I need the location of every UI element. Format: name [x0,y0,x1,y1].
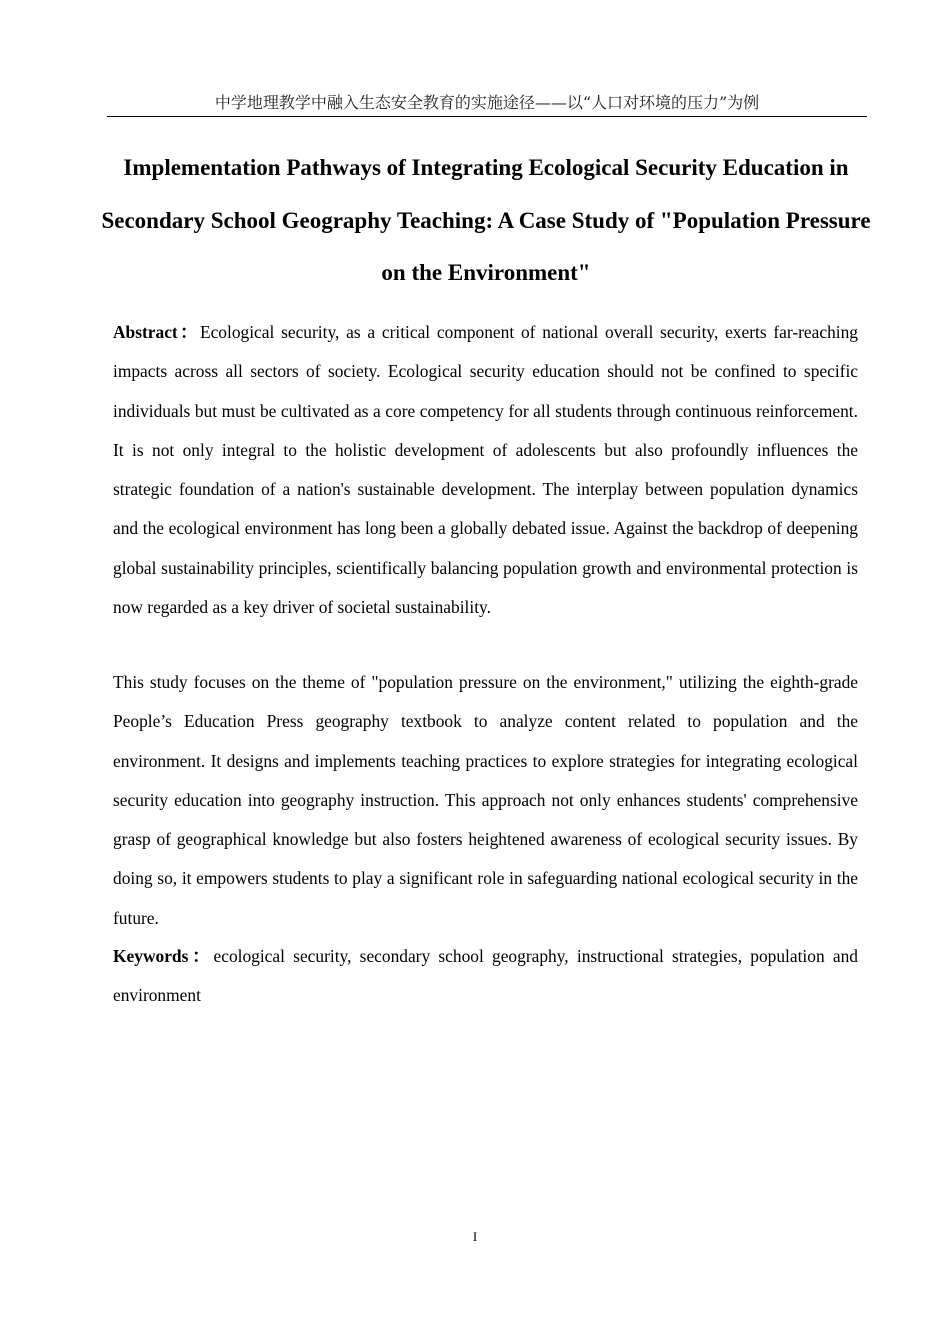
keywords-text: ecological security, secondary school geography, instructional strategies, population and environment [113,946,858,1006]
keywords-label: Keywords： [113,946,214,966]
abstract-paragraph [113,313,858,627]
abstract-text: Ecological security, as a critical component of national overall security, exerts far-reaching impacts across all sectors of society. Ecological security education should not be confined to specific individuals but must be cultivated as a core competency for all students through continuous reinforcement. It is not only integral to the holistic development of adolescents but also profoundly influences the strategic foundation of a nation's sustainable development. The interplay between population dynamics and the ecological environment has long been a globally debated issue. Against the backdrop of deepening global sustainability principles, scientifically balancing population growth and environmental protection is now regarded as a key driver of societal sustainability. [113,322,858,618]
abstract-paragraph-2: This study focuses on the theme of "population pressure on the environment," utilizing the eighth-grade People’s Education Press geography textbook to analyze content related to population and the environment. It designs and implements teaching practices to explore strategies for integrating ecological security education into geography instruction. This approach not only enhances students' comprehensive grasp of geographical knowledge but also fosters heightened awareness of ecological security issues. By doing so, it empowers students to play a significant role in safeguarding national ecological security in the future. [113,672,858,928]
abstract-label: Abstract： [113,322,200,342]
running-header: 中学地理教学中融入生态安全教育的实施途径——以“人口对环境的压力”为例 [107,93,867,117]
paper-title: Implementation Pathways of Integrating Ecological Security Education in Secondary School Geography Teaching: A Case Study of "Population Pressure on the Environment" [101,155,871,285]
page-number: I [472,1229,478,1244]
keywords-paragraph [113,937,858,1016]
